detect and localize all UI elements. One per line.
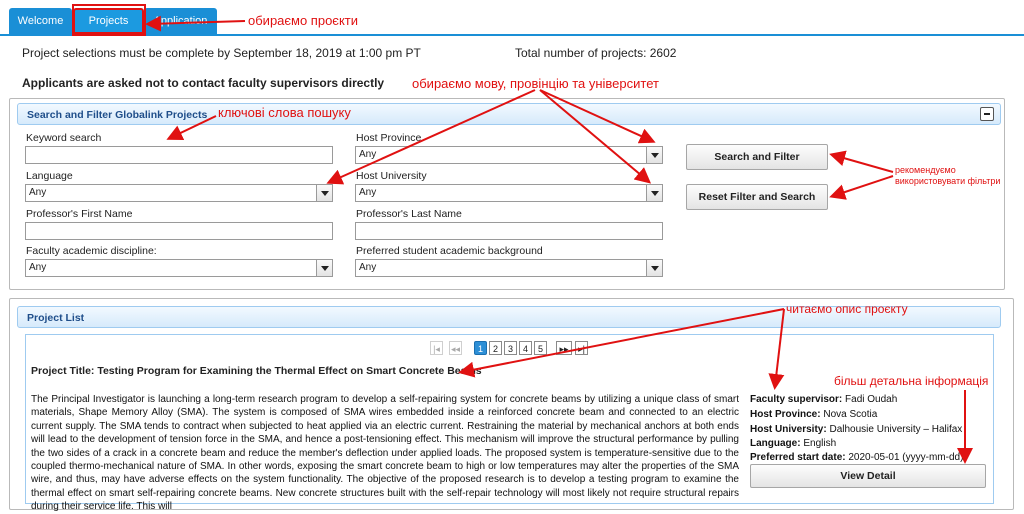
arrow-to-reset-button — [833, 176, 893, 196]
university-label: Host University: — [750, 424, 827, 435]
host-university-label: Host University — [356, 170, 427, 182]
start-date-label: Preferred start date: — [750, 452, 846, 463]
page-2[interactable]: 2 — [489, 341, 502, 355]
annotation-keywords: ключові слова пошуку — [218, 105, 351, 120]
prof-last-label: Professor's Last Name — [356, 208, 462, 220]
discipline-value: Any — [29, 262, 47, 273]
tab-welcome[interactable]: Welcome — [9, 8, 72, 34]
language-info-value: English — [803, 438, 837, 449]
background-value: Any — [359, 262, 377, 273]
reset-filter-button[interactable]: Reset Filter and Search — [686, 184, 828, 210]
view-detail-button[interactable]: View Detail — [750, 464, 986, 488]
discipline-label: Faculty academic discipline: — [26, 245, 157, 257]
host-province-value: Any — [359, 149, 377, 160]
arrow-to-language — [330, 90, 535, 182]
highlight-projects-tab — [73, 5, 145, 35]
page-3[interactable]: 3 — [504, 341, 517, 355]
arrow-to-search-button — [833, 155, 893, 172]
annotation-choose-projects: обираємо проєкти — [248, 13, 358, 28]
host-province-label: Host Province — [356, 132, 422, 144]
start-date-value: 2020-05-01 (yyyy-mm-dd) — [848, 452, 964, 463]
host-university-value: Any — [359, 187, 377, 198]
annotation-more-info: більш детальна інформація — [834, 374, 989, 388]
arrow-to-project-title — [462, 309, 784, 372]
language-value: Any — [29, 187, 47, 198]
background-label: Preferred student academic background — [356, 245, 543, 257]
filter-panel-title: Search and Filter Globalink Projects — [27, 109, 208, 121]
supervisor-label: Faculty supervisor: — [750, 394, 843, 405]
page-1[interactable]: 1 — [474, 341, 487, 355]
arrow-to-province — [540, 90, 652, 141]
tab-projects[interactable]: Projects — [73, 8, 144, 34]
deadline-text: Project selections must be complete by September 18, 2019 at 1:00 pm PT — [22, 46, 421, 60]
prof-first-label: Professor's First Name — [26, 208, 133, 220]
province-label: Host Province: — [750, 409, 821, 420]
prev-page-icon[interactable]: ◂◂ — [449, 341, 462, 355]
next-page-icon[interactable]: ▸▸ — [556, 341, 572, 355]
contact-warning: Applicants are asked not to contact faculty supervisors directly — [22, 76, 385, 90]
arrow-to-university — [540, 90, 648, 181]
project-title: Project Title: Testing Program for Examining the Thermal Effect on Smart Concrete Beams — [31, 365, 482, 377]
first-page-icon[interactable]: |◂ — [430, 341, 443, 355]
annotation-recommend-1: рекомендуємо — [895, 165, 956, 175]
annotation-read-description: читаємо опис проєкту — [786, 302, 908, 316]
search-filter-button[interactable]: Search and Filter — [686, 144, 828, 170]
total-projects: Total number of projects: 2602 — [515, 46, 677, 60]
keyword-label: Keyword search — [26, 132, 102, 144]
tab-application[interactable]: Application — [144, 8, 217, 34]
supervisor-value: Fadi Oudah — [845, 394, 898, 405]
university-value: Dalhousie University – Halifax — [829, 424, 963, 435]
arrow-to-keyword — [170, 116, 216, 138]
page-4[interactable]: 4 — [519, 341, 532, 355]
arrow-to-projects-tab — [149, 21, 245, 24]
last-page-icon[interactable]: ▸| — [575, 341, 588, 355]
language-info-label: Language: — [750, 438, 801, 449]
language-label: Language — [26, 170, 73, 182]
annotation-language-province: обираємо мову, провінцію та університет — [412, 76, 659, 91]
province-value: Nova Scotia — [823, 409, 878, 420]
page-5[interactable]: 5 — [534, 341, 547, 355]
project-description: The Principal Investigator is launching a long-term research program to develop a self-repairing system for concrete beams by utilizing a unique class of smart materials, Shape Memory Alloy (SMA). The system is composed of SMA wires embedded inside a reinforced concrete beam and connected to an electric current supply. The SMA tends to contract when subjected to heat applied via an electric current. Restraining the material by mechanical anchors at both ends will lead to the development of tension force in the SMA, and hence a post-tensioning effect. This mechanism will improve the structural performance by pulling the two sides of a crack in a concrete beam and reduce the member's deflection under applied loads. The proposed system is temperature-sensitive due to the coupled thermo-mechanical nature of SMA. In other words, exposing the smart concrete beam to high or low temperatures may alter the properties of the SMA wire, and thus, may have adverse effects on the system functionality. The objective of the proposed research is to develop a testing program to examine the thermal effect on smart self-repairing concrete beams. New concrete structures built with the self-repair technology will most likely not require structural repairs during their service life. This will — [31, 394, 739, 513]
annotation-recommend-2: використовувати фільтри — [895, 176, 1001, 186]
arrow-to-supervisor — [775, 309, 784, 386]
project-list-title: Project List — [27, 312, 85, 324]
